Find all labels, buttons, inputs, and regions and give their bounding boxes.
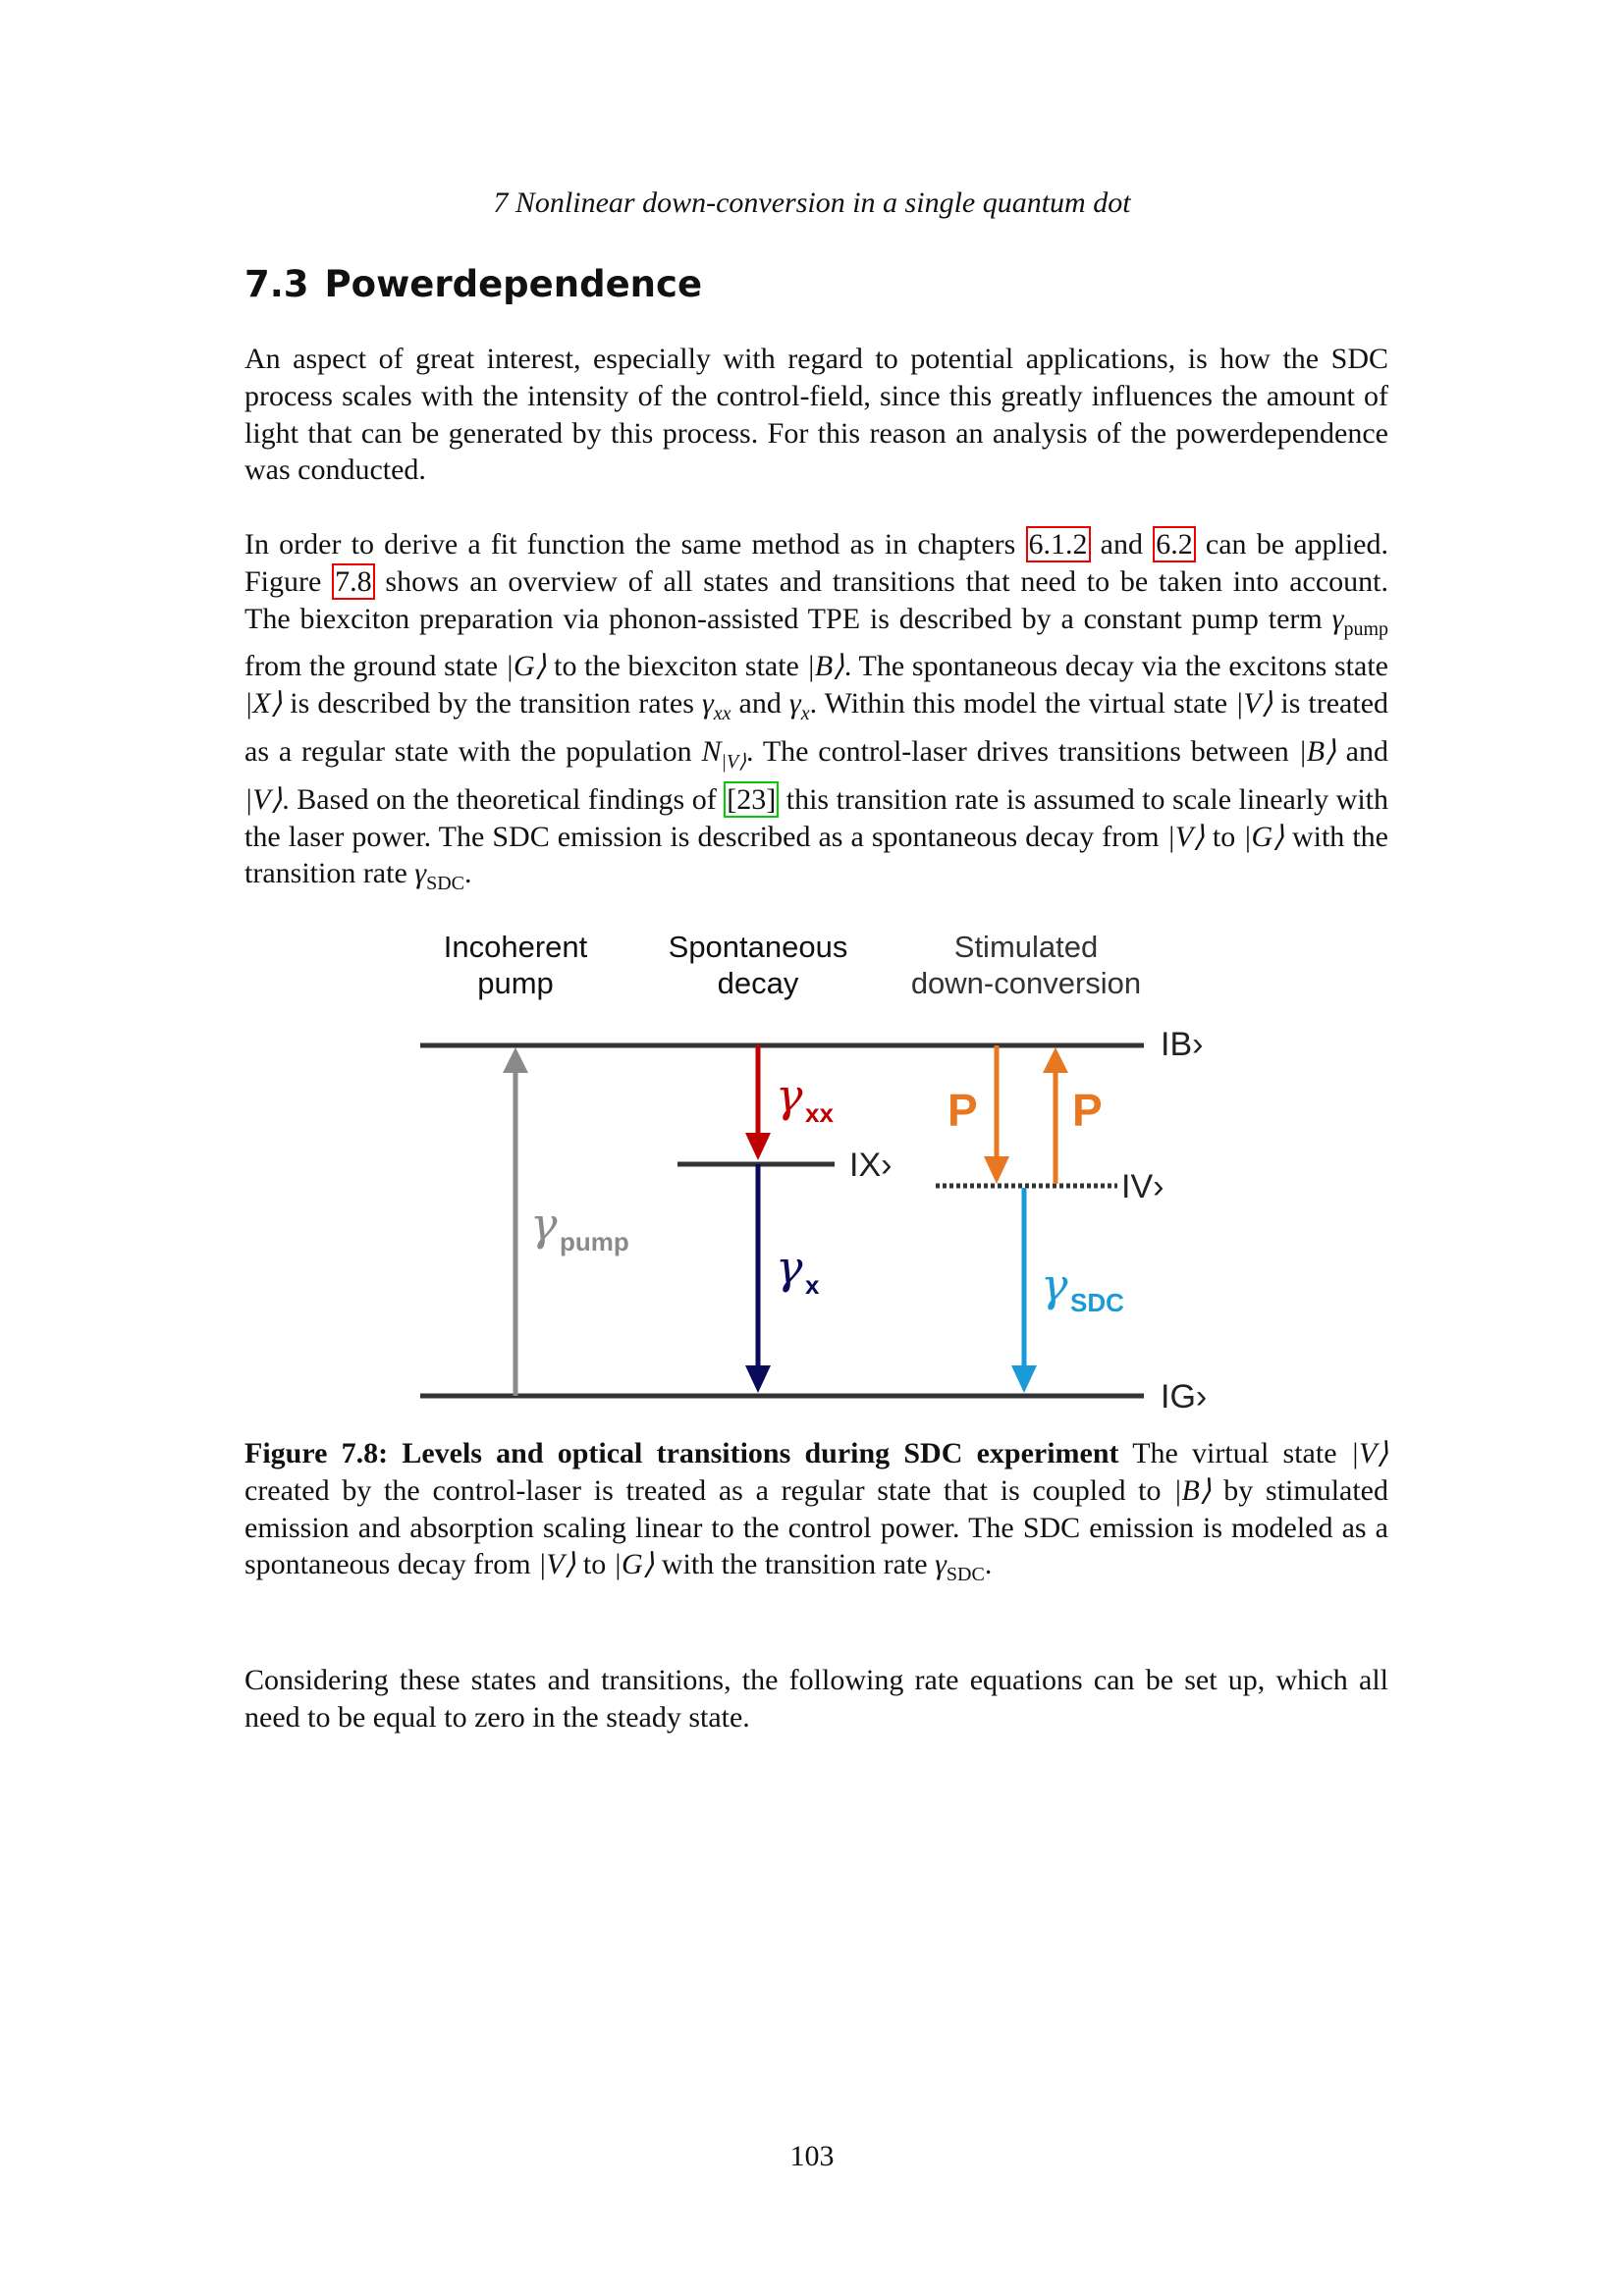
text-run: to the biexciton state [546, 650, 807, 683]
caption-label: Figure 7.8: Levels and optical transitions during SDC experiment [244, 1437, 1119, 1469]
gamma-symbol: γ [935, 1548, 947, 1581]
paragraph-2 [244, 526, 1388, 903]
text-run: . Within this model the virtual state [809, 687, 1236, 721]
running-head: 7 Nonlinear down-conversion in a single quantum dot [493, 187, 1131, 219]
ket-b: |B⟩ [1298, 734, 1336, 768]
text-run: . [464, 857, 472, 890]
ket-b: |B⟩ [806, 650, 844, 683]
text-run: is described by the transition rates [282, 687, 702, 721]
text-run: from the ground state [244, 650, 506, 683]
text-run: to [575, 1548, 614, 1581]
gamma-symbol: γ [1331, 602, 1344, 635]
sdc-arrow-head [1011, 1365, 1037, 1393]
figure-caption [244, 1435, 1388, 1594]
level-x-label: IX› [849, 1147, 893, 1184]
p-down-label: P [947, 1085, 978, 1136]
paragraph-1: An aspect of great interest, especially with regard to potential applications, is how the SDC process scales with the intensity of the control-field, since this greatly influences the amount of light that can be generated by this process. For this reason an analysis of the powerdependence was conducted. [244, 343, 1388, 487]
gamma-x-symbol: γ [776, 1241, 803, 1294]
figure-link-7-8[interactable]: 7.8 [332, 563, 375, 600]
gamma-sdc-symbol: γ [1041, 1258, 1068, 1311]
xx-arrow-head [745, 1133, 771, 1160]
header-incoherent-line2: pump [477, 966, 554, 1000]
ket-b: |B⟩ [1173, 1473, 1212, 1507]
figure-level-diagram [412, 923, 1208, 1415]
text-run: this transition rate is assumed to scale linearly with the laser power. The SDC emission is described as a spontaneous decay from [244, 782, 1388, 853]
subscript-x: x [800, 703, 810, 725]
paragraph-3: Considering these states and transitions, the following rate equations can be set up, which all need to be equal to zero in the steady state. [244, 1664, 1388, 1734]
text-run: created by the control-laser is treated as a regular state that is coupled to [244, 1473, 1174, 1507]
header-stimulated-line1: Stimulated [953, 930, 1099, 964]
p-up-arrow-head [1043, 1047, 1068, 1073]
text-run: to [1204, 820, 1244, 853]
level-v-label: IV› [1121, 1168, 1164, 1205]
level-g-label: IG› [1161, 1378, 1208, 1415]
citation-link-23[interactable]: [23] [724, 781, 779, 818]
p-down-arrow-head [984, 1156, 1009, 1184]
chapter-link-6-1-2[interactable]: 6.1.2 [1026, 526, 1091, 562]
text-run: . [984, 1548, 993, 1581]
text-run: . The spontaneous decay via the excitons state [843, 650, 1388, 683]
subscript-pump: pump [1343, 617, 1388, 640]
level-diagram-svg [412, 923, 1208, 1415]
header-spontaneous-line2: decay [717, 966, 799, 1000]
ket-v: |V⟩ [1166, 820, 1205, 853]
text-run: with the transition rate [654, 1548, 936, 1581]
chapter-link-6-2[interactable]: 6.2 [1153, 526, 1196, 562]
text-run: and [1090, 528, 1154, 561]
ket-g: |G⟩ [613, 1548, 655, 1581]
ket-g: |G⟩ [505, 650, 547, 683]
x-arrow-head [745, 1365, 771, 1393]
ket-v: |V⟩ [1350, 1437, 1389, 1469]
text-run: and [731, 687, 789, 721]
text-run: . Based on the theoretical findings of [282, 782, 725, 816]
gamma-sdc-subscript: SDC [1070, 1288, 1124, 1317]
gamma-symbol: γ [788, 687, 801, 721]
section-number: 7.3 [244, 263, 309, 305]
ket-v: |V⟩ [244, 782, 283, 816]
gamma-symbol: γ [414, 857, 427, 890]
p-up-label: P [1072, 1085, 1103, 1136]
header-incoherent-line1: Incoherent [443, 930, 588, 964]
section-title-text: Powerdependence [324, 263, 703, 305]
level-b-label: IB› [1161, 1026, 1204, 1063]
text-run: is treated as a regular state with the population [244, 687, 1389, 768]
text-run: with the transition rate [244, 820, 1388, 890]
text-run: can be applied. Figure [244, 528, 1388, 598]
ket-g: |G⟩ [1243, 820, 1284, 853]
gamma-xx-subscript: xx [805, 1098, 834, 1128]
subscript-xx: xx [713, 703, 731, 725]
page-number: 103 [789, 2140, 835, 2172]
text-run: and [1335, 734, 1388, 768]
ket-v: |V⟩ [538, 1548, 576, 1581]
header-stimulated-line2: down-conversion [910, 966, 1142, 1000]
text-run: by stimulated emission and absorption scaling linear to the control power. The SDC emission is modeled as a spontaneous decay from [244, 1473, 1388, 1581]
text-run: The virtual state [1118, 1437, 1351, 1469]
gamma-pump-subscript: pump [560, 1227, 629, 1256]
subscript-v: |V⟩ [721, 750, 747, 773]
gamma-pump-symbol: γ [530, 1198, 558, 1251]
gamma-x-subscript: x [805, 1270, 820, 1300]
ket-x: |X⟩ [244, 687, 283, 721]
text-run: . The control-laser drives transitions between [746, 734, 1299, 768]
gamma-symbol: γ [701, 687, 714, 721]
subscript-sdc: SDC [426, 873, 465, 895]
population-symbol: N [701, 734, 722, 768]
gamma-xx-symbol: γ [776, 1069, 803, 1122]
text-run: shows an overview of all states and transitions that need to be taken into account. The biexciton preparation via phonon-assisted TPE is described by a constant pump term [244, 564, 1389, 635]
pump-arrow-head [503, 1047, 528, 1073]
ket-v: |V⟩ [1235, 687, 1273, 721]
subscript-sdc: SDC [946, 1564, 985, 1586]
header-spontaneous-line1: Spontaneous [668, 930, 848, 964]
text-run: In order to derive a fit function the same method as in chapters [244, 528, 1026, 561]
section-title [244, 263, 702, 305]
